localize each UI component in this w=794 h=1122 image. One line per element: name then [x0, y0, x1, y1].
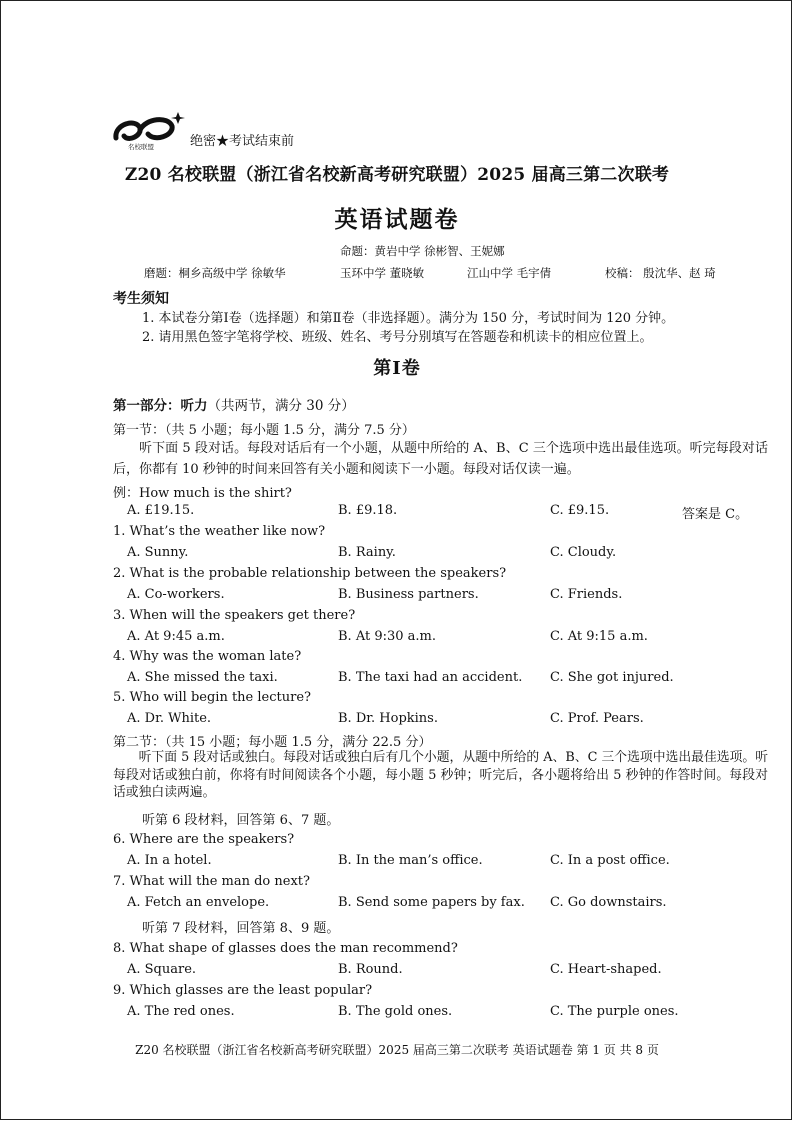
question-4: 4. Why was the woman late?	[113, 649, 302, 664]
part1-heading-rest: （共两节，满分 30 分）	[207, 398, 355, 414]
q9-option-b: B. The gold ones.	[338, 1004, 453, 1019]
q3-option-c: C. At 9:15 a.m.	[550, 629, 648, 644]
section2-heading: 第二节：（共 15 小题；每小题 1.5 分，满分 22.5 分）	[113, 735, 432, 750]
notice-item-1: 1. 本试卷分第Ⅰ卷（选择题）和第Ⅱ卷（非选择题）。满分为 150 分，考试时间为 120 分钟。	[142, 311, 675, 326]
q5-option-c: C. Prof. Pears.	[550, 711, 644, 726]
question-8: 8. What shape of glasses does the man recommend?	[113, 941, 458, 956]
volume-title: 第Ⅰ卷	[373, 358, 421, 379]
example-option-a: A. £19.15.	[127, 503, 195, 518]
q7-option-b: B. Send some papers by fax.	[338, 895, 525, 910]
q9-option-a: A. The red ones.	[127, 1004, 235, 1019]
material-6-instruction: 听第 6 段材料，回答第 6、7 题。	[142, 813, 340, 828]
q5-option-a: A. Dr. White.	[127, 711, 212, 726]
q7-option-a: A. Fetch an envelope.	[127, 895, 270, 910]
reviewer-3: 江山中学 毛宇倩	[467, 266, 552, 280]
subject-title: 英语试题卷	[334, 206, 460, 233]
part1-heading-bold: 第一部分：听力	[113, 398, 208, 414]
q2-option-a: A. Co-workers.	[127, 587, 225, 602]
q7-option-c: C. Go downstairs.	[550, 895, 667, 910]
setters-line: 命题：黄岩中学 徐彬智、王妮娜	[340, 244, 505, 258]
q2-option-b: B. Business partners.	[338, 587, 479, 602]
q5-option-b: B. Dr. Hopkins.	[338, 711, 438, 726]
notice-title: 考生须知	[113, 291, 169, 307]
q9-option-c: C. The purple ones.	[550, 1004, 679, 1019]
confidential-label: 绝密★考试结束前	[190, 134, 295, 149]
part1-heading	[113, 394, 355, 414]
section1-instruction: 听下面 5 段对话。每段对话后有一个小题，从题中所给的 A、B、C 三个选项中选出最佳选项。听完每段对话后，你都有 10 秒钟的时间来回答有关小题和阅读下一小题。每段对话仅读一遍。	[113, 441, 768, 477]
section2-instruction: 听下面 5 段对话或独白。每段对话或独白后有几个小题，从题中所给的 A、B、C 三个选项中选出最佳选项。听每段对话或独白前，你将有时间阅读各个小题，每小题 5 秒钟；听完后，各小题将给出 5 秒钟的作答时间。每段对话或独白读两遍。	[113, 750, 768, 800]
page-footer: Z20 名校联盟（浙江省名校新高考研究联盟）2025 届高三第二次联考 英语试题卷 第 1 页 共 8 页	[135, 1043, 659, 1057]
material-7-instruction: 听第 7 段材料，回答第 8、9 题。	[142, 921, 340, 936]
question-1: 1. What’s the weather like now?	[113, 524, 326, 539]
q8-option-a: A. Square.	[127, 962, 197, 977]
q1-option-c: C. Cloudy.	[550, 545, 617, 560]
section1-heading: 第一节：（共 5 小题；每小题 1.5 分，满分 7.5 分）	[113, 423, 415, 438]
reviewer-4: 校稿： 殷沈华、赵 琦	[605, 266, 716, 280]
question-6: 6. Where are the speakers?	[113, 832, 295, 847]
notice-item-2: 2. 请用黑色签字笔将学校、班级、姓名、考号分别填写在答题卷和机读卡的相应位置上。	[142, 330, 653, 345]
q1-option-b: B. Rainy.	[338, 545, 396, 560]
example-option-c: C. £9.15.	[550, 503, 610, 518]
question-9: 9. Which glasses are the least popular?	[113, 983, 373, 998]
q8-option-b: B. Round.	[338, 962, 403, 977]
example-option-b: B. £9.18.	[338, 503, 398, 518]
q2-option-c: C. Friends.	[550, 587, 623, 602]
q6-option-a: A. In a hotel.	[127, 853, 212, 868]
question-7: 7. What will the man do next?	[113, 874, 310, 889]
q6-option-c: C. In a post office.	[550, 853, 670, 868]
question-5: 5. Who will begin the lecture?	[113, 690, 311, 705]
reviewer-1: 磨题：桐乡高级中学 徐敏华	[144, 266, 286, 280]
reviewer-2: 玉环中学 董晓敏	[340, 266, 425, 280]
q3-option-b: B. At 9:30 a.m.	[338, 629, 437, 644]
q6-option-b: B. In the man’s office.	[338, 853, 483, 868]
exam-title: Z20 名校联盟（浙江省名校新高考研究联盟）2025 届高三第二次联考	[124, 165, 670, 185]
question-2: 2. What is the probable relationship between the speakers?	[113, 566, 507, 581]
q1-option-a: A. Sunny.	[127, 545, 189, 560]
q4-option-b: B. The taxi had an accident.	[338, 670, 523, 685]
example-answer: 答案是 C。	[682, 507, 749, 522]
logo-caption: 名校联盟	[128, 143, 154, 151]
q8-option-c: C. Heart-shaped.	[550, 962, 662, 977]
q3-option-a: A. At 9:45 a.m.	[127, 629, 225, 644]
q4-option-a: A. She missed the taxi.	[127, 670, 278, 685]
example-question: 例：How much is the shirt?	[113, 486, 292, 501]
school-alliance-logo	[110, 108, 190, 154]
q4-option-c: C. She got injured.	[550, 670, 674, 685]
question-3: 3. When will the speakers get there?	[113, 608, 356, 623]
